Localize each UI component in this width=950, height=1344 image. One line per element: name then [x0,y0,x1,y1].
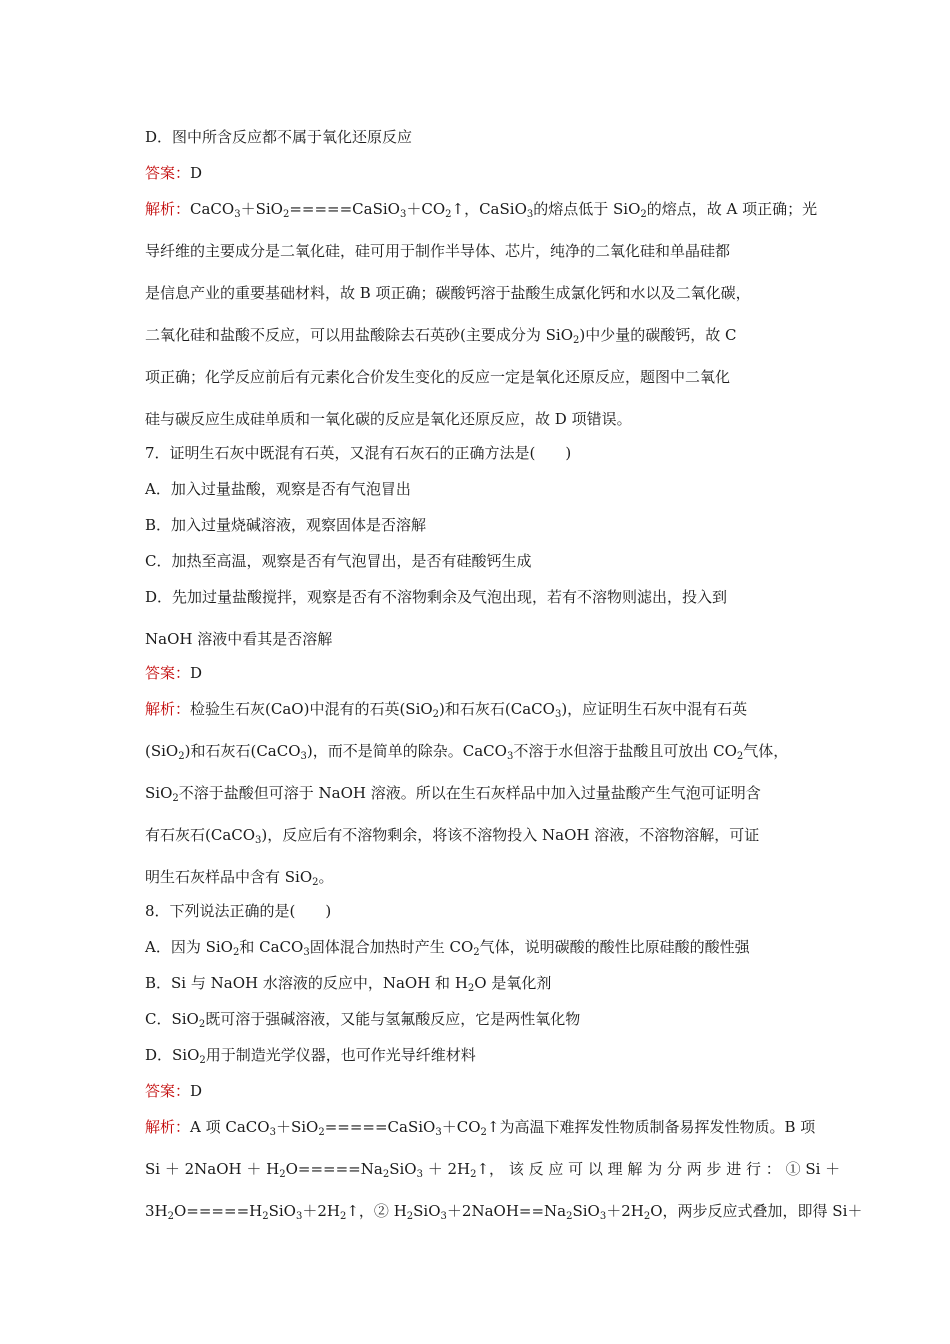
explanation-label: 解析： [145,1118,191,1136]
text-line-e6d [145,325,810,345]
body-text: 有石灰石(CaCO$_3$)，反应后有不溶物剩余，将该不溶物投入 NaOH 溶液，不溶物溶解，可证 [145,826,760,846]
body-text: 明生石灰样品中含有 SiO$_2$。 [145,868,334,888]
answer-label: 答案： [145,1082,191,1100]
option-text: C．SiO$_2$既可溶于强碱溶液，又能与氢氟酸反应，它是两性氧化物 [145,1010,581,1030]
explanation-label: 解析： [145,700,191,718]
text-line-e6f [145,409,810,429]
option-text: D．图中所含反应都不属于氧化还原反应 [145,128,413,146]
text-line-e6e [145,367,810,387]
explain-text: A 项 $CaCO_3+SiO_2=====CaSiO_3+CO_2↑$为高温下难挥发性物质制备易挥发性物质。B 项 [190,1118,816,1138]
text-line-q7a [145,479,810,499]
text-line-q7d [145,587,810,607]
option-text: C．加热至高温，观察是否有气泡冒出，是否有硅酸钙生成 [145,552,532,570]
text-line-q7c [145,551,810,571]
text-line-e8c [145,1201,863,1222]
answer-label: 答案： [145,164,191,182]
text-line-a8 [145,1081,810,1101]
text-line-e6a [145,199,818,220]
text-line-q8d [145,1045,810,1065]
body-text: 导纤维的主要成分是二氧化硅，硅可用于制作半导体、芯片，纯净的二氧化硅和单晶硅都 [145,242,731,260]
text-line-a6 [145,163,810,183]
answer-text: D [190,1082,203,1100]
text-line-q7b [145,515,810,535]
body-text: SiO$_2$不溶于盐酸但可溶于 NaOH 溶液。所以在生石灰样品中加入过量盐酸产生气泡可证明含 [145,784,761,804]
body-text: 是信息产业的重要基础材料，故 B 项正确；碳酸钙溶于盐酸生成氯化钙和水以及二氧化碳， [145,284,751,302]
option-text: A．因为 SiO$_2$和 CaCO$_3$固体混合加热时产生 $CO_2$气体，说明碳酸的酸性比原硅酸的酸性强 [145,938,750,958]
body-text: 硅与碳反应生成硅单质和一氧化碳的反应是氧化还原反应，故 D 项错误。 [145,410,632,428]
text-line-e7d [145,825,810,845]
answer-label: 答案： [145,664,191,682]
text-line-q8b [145,973,810,993]
body-text: 二氧化硅和盐酸不反应，可以用盐酸除去石英砂(主要成分为 SiO$_2$)中少量的碳酸钙，故 C [145,326,737,346]
option-text: B．Si 与 NaOH 水溶液的反应中，NaOH 和 $H_2O$ 是氧化剂 [145,974,552,994]
question-text: 7．证明生石灰中既混有石英，又混有石灰石的正确方法是( ) [145,444,572,462]
text-line-e7a [145,699,810,719]
body-text: NaOH 溶液中看其是否溶解 [145,630,333,648]
text-line-q7d2 [145,629,810,649]
explain-text: $CaCO_3+SiO_2=====CaSiO_3+CO_2↑$，CaSiO$_3$的熔点低于 SiO$_2$的熔点，故 A 项正确；光 [190,200,818,220]
body-text: 项正确；化学反应前后有元素化合价发生变化的反应一定是氧化还原反应，题图中二氧化 [145,368,731,386]
answer-text: D [190,664,203,682]
explanation-label: 解析： [145,200,191,218]
answer-text: D [190,164,203,182]
text-line-q7 [145,443,810,463]
body-text: (SiO$_2$)和石灰石(CaCO$_3$)，而不是简单的除杂。CaCO$_3$不溶于水但溶于盐酸且可放出 $CO_2$气体， [145,742,789,762]
text-line-q8a [145,937,810,957]
text-line-e6c [145,283,810,303]
text-line-q8c [145,1009,810,1029]
text-line-e7c [145,783,810,803]
question-text: 8．下列说法正确的是( ) [145,902,332,920]
explain-text: 检验生石灰(CaO)中混有的石英(SiO$_2$)和石灰石(CaCO$_3$)，应证明生石灰中混有石英 [190,700,748,720]
text-line-e8b [145,1159,841,1180]
text-line-a7 [145,663,810,683]
body-text: $3H_2O=====H_2SiO_3+2H_2↑$，② $H_2SiO_3+2NaOH==Na_2SiO_3+2H_2O$，两步反应式叠加，即得 Si＋ [145,1202,863,1222]
text-line-e7e [145,867,810,887]
option-text: A．加入过量盐酸，观察是否有气泡冒出 [145,480,411,498]
text-line-e6b [145,241,810,261]
text-line-q6d [145,127,810,147]
text-line-e8a [145,1117,816,1138]
option-text: D．SiO$_2$用于制造光学仪器，也可作光导纤维材料 [145,1046,476,1066]
body-text: Si ＋ 2NaOH ＋ $H_2O=====Na_2SiO_3$ ＋ $2H_2↑$， 该 反 应 可 以 理 解 为 分 两 步 进 行 ： ① Si ＋ [145,1160,841,1180]
text-line-e7b [145,741,810,761]
text-line-q8 [145,901,810,921]
option-text: B．加入过量烧碱溶液，观察固体是否溶解 [145,516,427,534]
option-text: D．先加过量盐酸搅拌，观察是否有不溶物剩余及气泡出现，若有不溶物则滤出，投入到 [145,588,728,606]
